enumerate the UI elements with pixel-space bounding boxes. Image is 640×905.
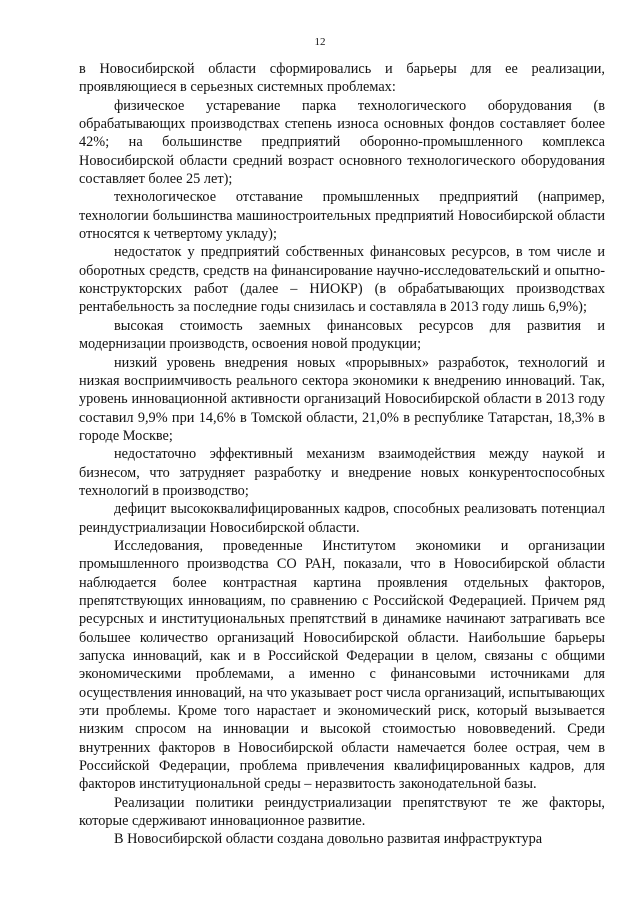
paragraph-infrastructure: В Новосибирской области создана довольно развитая инфраструктура: [114, 831, 543, 848]
document-body: [79, 60, 605, 849]
list-item-staff-shortage: дефицит высококвалифицированных кадров, способных реализовать потенциал реиндустриализации Новосибирской области.: [79, 501, 605, 536]
list-item-equipment-wear: физическое устаревание парка технологического оборудования (в обрабатывающих производствах степень износа основных фондов составляет более 42%; на большинстве предприятий оборонно-промышленного комплекса Новосибирской области средний возраст основного технологического оборудования составляет более 25 лет);: [79, 97, 605, 188]
paragraph-policy: Реализации политики реиндустриализации препятствуют те же факторы, которые сдерживают инновационное развитие.: [79, 794, 605, 830]
page-number: 12: [314, 36, 326, 48]
paragraph-intro: в Новосибирской области сформировались и барьеры для ее реализации, проявляющиеся в серьезных системных проблемах:: [79, 61, 605, 96]
list-item-lack-of-funds: недостаток у предприятий собственных финансовых ресурсов, в том числе и оборотных средств, средств на финансирование научно-исследовательский и опытно-конструкторских работ (далее – НИОКР) (в обрабатывающих производствах рентабельность за последние годы снизилась и составляла в 2013 году лишь 6,9%);: [79, 244, 605, 316]
paragraph-research: Исследования, проведенные Институтом экономики и организации промышленного производства СО РАН, показали, что в Новосибирской области наблюдается более контрастная картина проявления отдельных факторов, препятствующих инновациям, по сравнению с Российской Федерацией. Причем ряд ресурсных и институциональных препятствий в динамике начинают затрагивать все большее количество организаций Новосибирской области. Наибольшие барьеры запуска инноваций, как и в Российской Федерации в целом, связаны с общими экономическими проблемами, а именно с финансовыми источниками для осуществления инноваций, на что указывает рост числа организаций, испытывающих эти проблемы. Кроме того нарастает и экономический риск, который вызывается низким спросом на инновации и высокой стоимостью нововведений. Среди внутренних факторов в Новосибирской области намечается более острая, чем в Российской Федерации, проблема привлечения квалифицированных кадров, для факторов институциональной среды – неразвитость законодательной базы.: [79, 537, 605, 793]
list-item-technological-lag: технологическое отставание промышленных предприятий (например, технологии большинства машиностроительных предприятий Новосибирской области относятся к четвертому укладу);: [79, 189, 605, 243]
list-item-low-innovation: низкий уровень внедрения новых «прорывных» разработок, технологий и низкая восприимчивость реального сектора экономики к внедрению инноваций. Так, уровень инновационной активности организаций Новосибирской области в 2013 году составил 9,9% при 14,6% в Томской области, 21,0% в республике Татарстан, 18,3% в городе Москве;: [79, 354, 605, 444]
list-item-science-business-gap: недостаточно эффективный механизм взаимодействия между наукой и бизнесом, что затрудняет разработку и внедрение новых конкурентоспособных технологий в производство;: [79, 446, 605, 499]
list-item-cost-of-borrowing: высокая стоимость заемных финансовых ресурсов для развития и модернизации производств, освоения новой продукции;: [79, 317, 605, 353]
